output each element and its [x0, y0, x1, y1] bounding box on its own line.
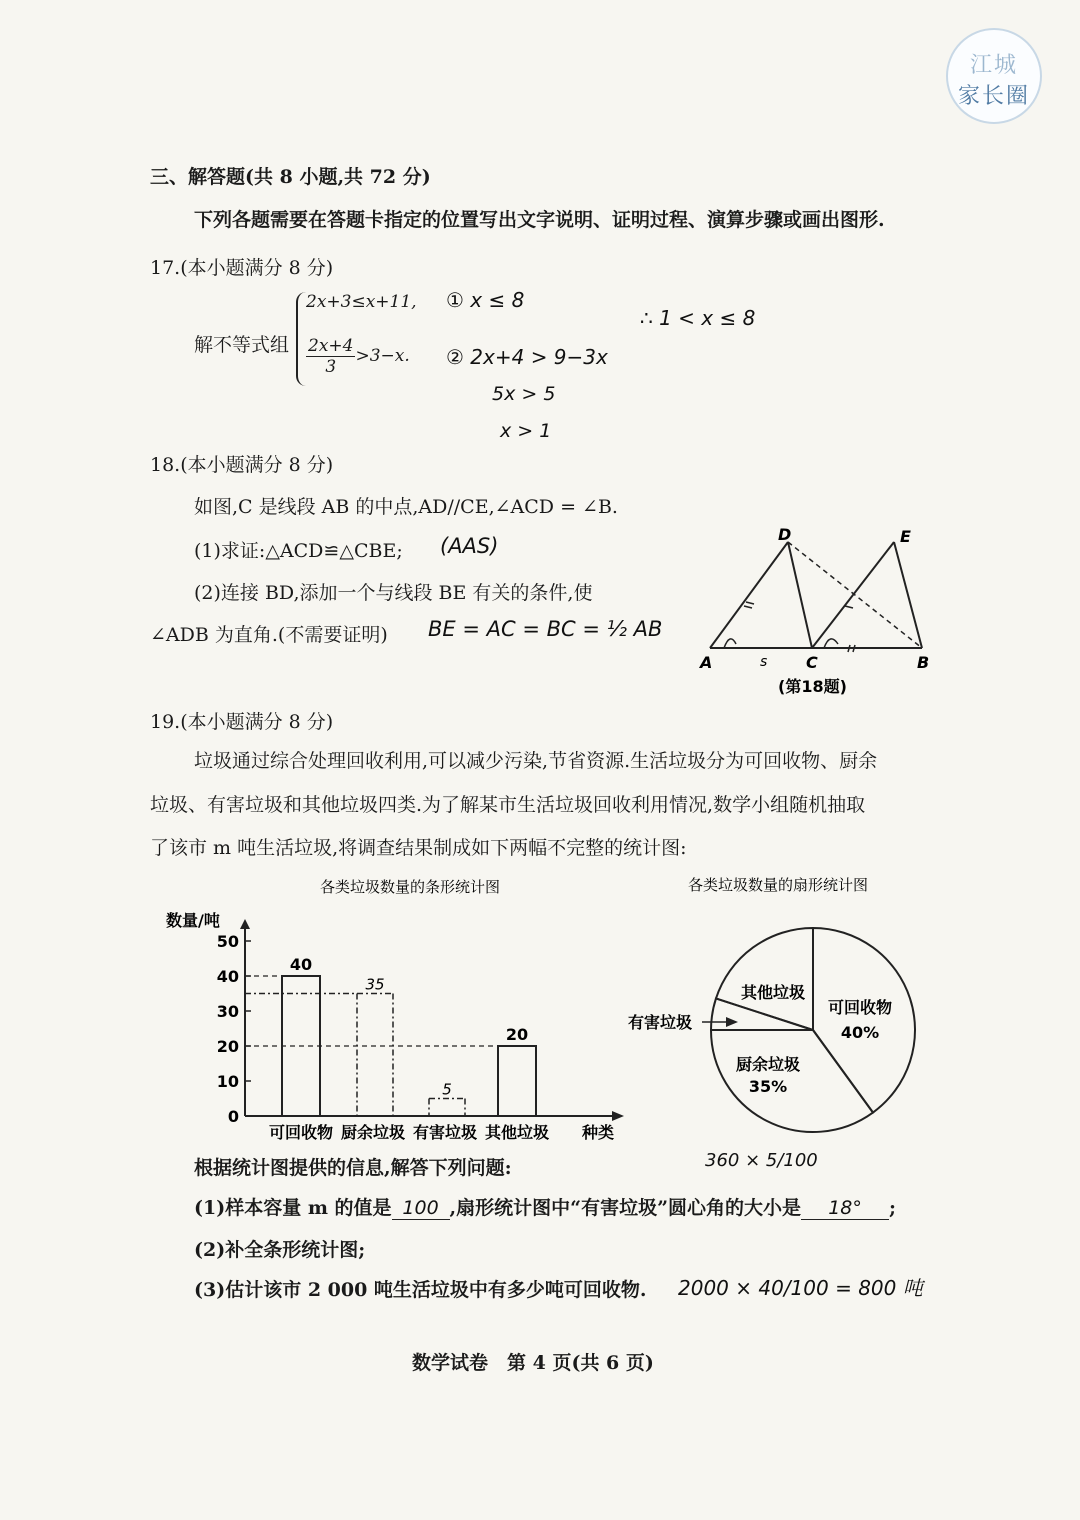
- tick-mark-ad-2: [746, 602, 754, 604]
- watermark-logo: [946, 28, 1042, 124]
- q19-sub1: [194, 1193, 896, 1220]
- q17-hand1: ① x ≤ 8: [446, 288, 525, 312]
- segment-eb: [894, 542, 922, 648]
- q19-p2: 垃圾、有害垃圾和其他垃圾四类.为了解某市生活垃圾回收利用情况,数学小组随机抽取: [150, 794, 866, 816]
- logo-line1: 江城: [969, 53, 1018, 78]
- label-mark-s: s: [760, 654, 768, 670]
- q17-ineq1: 2x+3≤x+11,: [306, 292, 417, 312]
- q18-part2-line2: ∠ADB 为直角.(不需要证明): [150, 624, 388, 646]
- q19-after: 根据统计图提供的信息,解答下列问题:: [194, 1157, 512, 1179]
- angle-mark-c: [824, 639, 838, 648]
- q19-hand-calc: 360 × 5/100: [705, 1150, 818, 1171]
- q17-header: 17.(本小题满分 8 分): [150, 257, 334, 279]
- tick-mark-ce: [845, 606, 853, 608]
- q19-sub1-a: (1)样本容量 m 的值是: [194, 1197, 392, 1219]
- label-d: D: [778, 525, 792, 544]
- angle-mark-a: [724, 639, 736, 648]
- q19-sub1-answer2: 18°: [801, 1197, 889, 1220]
- q17-hand5: ∴ 1 < x ≤ 8: [640, 306, 756, 330]
- q19-sub1-answer: 100: [392, 1197, 450, 1220]
- bar-chart-title: 各类垃圾数量的条形统计图: [319, 878, 501, 896]
- pie-slice: [711, 1030, 873, 1132]
- bar-value-label: 40: [289, 955, 313, 974]
- pie-slice: [716, 928, 813, 1030]
- q18-header: 18.(本小题满分 8 分): [150, 454, 334, 476]
- x-tick-label: 可回收物: [268, 1123, 334, 1142]
- pie-slice-percent: 40%: [840, 1023, 880, 1042]
- pie-slice: [813, 928, 915, 1113]
- label-e: E: [900, 527, 911, 546]
- q17-prompt: 解不等式组: [194, 334, 290, 356]
- segment-ad: [710, 542, 788, 648]
- q18-stem: 如图,C 是线段 AB 的中点,AD//CE,∠ACD = ∠B.: [194, 496, 618, 518]
- q18-part2-hand: BE = AC = BC = ½ AB: [428, 617, 663, 641]
- q18-part1-hand: (AAS): [440, 534, 499, 558]
- ineq2-numerator: 2x+4: [308, 336, 354, 356]
- pie-annotation-arrow: [726, 1017, 738, 1027]
- q17-hand3: 5x > 5: [492, 383, 556, 405]
- q17-ineq2: [306, 336, 410, 377]
- q19-sub3-hand: 2000 × 40/100 = 800 吨: [678, 1276, 923, 1300]
- q18-part1: (1)求证:△ACD≌△CBE;: [194, 540, 403, 562]
- pie-chart: [620, 868, 940, 1148]
- page-footer: 数学试卷 第 4 页(共 6 页): [412, 1352, 654, 1374]
- bar-chart: [150, 868, 640, 1153]
- hand-bar-value-label: 5: [442, 1080, 452, 1099]
- y-axis-arrow: [240, 919, 250, 929]
- segment-ce: [812, 542, 894, 648]
- ineq2-rest: >3−x.: [355, 346, 410, 366]
- x-tick-label: 其他垃圾: [484, 1123, 550, 1142]
- logo-line2: 家长圈: [957, 84, 1030, 109]
- y-tick-label: 0: [227, 1107, 239, 1126]
- tick-mark-ad: [744, 606, 752, 608]
- x-tick-label: 厨余垃圾: [340, 1123, 406, 1142]
- y-tick-label: 10: [216, 1072, 239, 1091]
- tick-mark-cb: [848, 645, 850, 652]
- hand-bar-value-label: 35: [365, 975, 385, 994]
- q19-sub3: (3)估计该市 2 000 吨生活垃圾中有多少吨可回收物.: [194, 1279, 647, 1301]
- bar-chart-xlabel: 种类: [582, 1123, 615, 1142]
- q19-header: 19.(本小题满分 8 分): [150, 711, 334, 733]
- ineq2-denominator: 3: [325, 357, 337, 377]
- y-tick-label: 40: [216, 967, 239, 986]
- pie-slice-label: 可回收物: [827, 998, 893, 1017]
- pie-annotation-label: 有害垃圾: [628, 1013, 693, 1032]
- pie-slice-percent: 35%: [748, 1077, 788, 1096]
- y-tick-label: 50: [216, 932, 239, 951]
- pie-chart-title: 各类垃圾数量的扇形统计图: [687, 876, 869, 894]
- label-b: B: [917, 653, 930, 672]
- bar-chart-ylabel: 数量/吨: [166, 911, 220, 930]
- section-instruction: 下列各题需要在答题卡指定的位置写出文字说明、证明过程、演算步骤或画出图形.: [194, 209, 885, 231]
- q19-sub1-b: ,扇形统计图中“有害垃圾”圆心角的大小是: [449, 1197, 802, 1219]
- pie-slice-label: 厨余垃圾: [735, 1055, 801, 1074]
- section-title: 三、解答题(共 8 小题,共 72 分): [150, 166, 431, 188]
- q18-part2-line1: (2)连接 BD,添加一个与线段 BE 有关的条件,使: [194, 582, 593, 604]
- pie-slice-label: 其他垃圾: [740, 983, 806, 1002]
- segment-dc: [788, 542, 812, 648]
- bar-value-label: 20: [505, 1025, 529, 1044]
- q19-sub1-end: ;: [889, 1197, 897, 1219]
- q19-sub2: (2)补全条形统计图;: [194, 1239, 366, 1261]
- label-a: A: [700, 653, 713, 672]
- q18-figure: [690, 520, 950, 705]
- q17-hand2: ② 2x+4 > 9−3x: [446, 345, 608, 369]
- q17-hand4: x > 1: [500, 420, 552, 442]
- bar: [498, 1046, 536, 1116]
- y-tick-label: 20: [216, 1037, 239, 1056]
- x-tick-label: 有害垃圾: [412, 1123, 478, 1142]
- label-c: C: [806, 653, 818, 672]
- figure-caption: (第18题): [778, 677, 847, 696]
- tick-mark-cb-2: [853, 645, 855, 652]
- q19-p3: 了该市 m 吨生活垃圾,将调查结果制成如下两幅不完整的统计图:: [150, 837, 687, 859]
- q19-p1: 垃圾通过综合处理回收利用,可以减少污染,节省资源.生活垃圾分为可回收物、厨余: [194, 750, 878, 772]
- y-tick-label: 30: [216, 1002, 239, 1021]
